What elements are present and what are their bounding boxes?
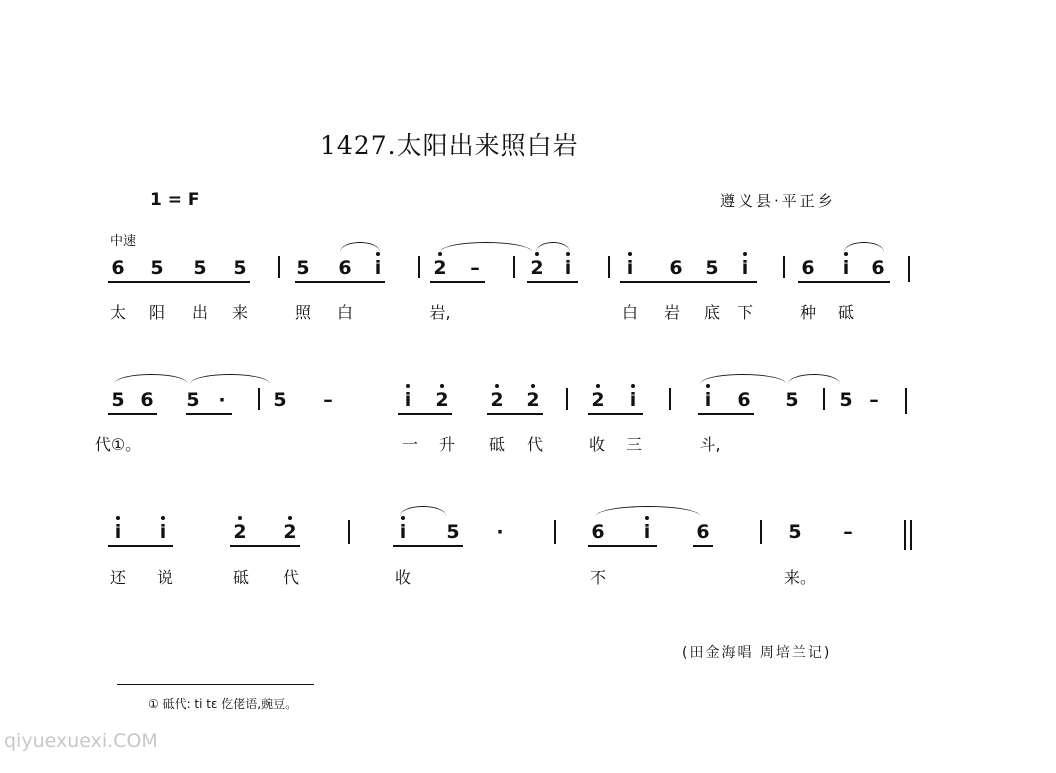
lyric: 收	[588, 435, 606, 454]
note: 2	[490, 389, 504, 411]
note: 5	[186, 389, 200, 411]
underline	[588, 545, 657, 547]
octave-dot	[628, 252, 632, 256]
underline	[620, 281, 757, 283]
octave-dot	[406, 384, 410, 388]
note: 2	[526, 389, 540, 411]
lyric: 升	[438, 435, 456, 454]
octave-dot	[531, 384, 535, 388]
note: 5	[296, 257, 310, 279]
octave-dot	[161, 516, 165, 520]
note: 2	[233, 521, 247, 543]
slur	[190, 374, 270, 384]
underline	[108, 281, 250, 283]
octave-dot	[596, 384, 600, 388]
note: i	[399, 521, 407, 543]
footnote: ① 砥代: ti tɛ 仡佬语,豌豆。	[148, 697, 298, 711]
underline	[108, 545, 173, 547]
lyric: 还	[109, 568, 127, 587]
octave-dot	[438, 252, 442, 256]
barline	[418, 256, 420, 278]
note: i	[114, 521, 122, 543]
note: 5	[193, 257, 207, 279]
note: –	[323, 389, 333, 411]
lyric: 白	[621, 303, 639, 322]
lyric: 砥	[488, 435, 506, 454]
song-title: 1427.太阳出来照白岩	[320, 131, 579, 160]
note: –	[869, 389, 879, 411]
lyric: 斗,	[699, 435, 721, 454]
lyric: 岩	[663, 303, 681, 322]
octave-dot	[495, 384, 499, 388]
lyric: 一	[401, 435, 419, 454]
underline	[487, 413, 543, 415]
octave-dot	[566, 252, 570, 256]
barline	[608, 256, 610, 278]
note: 5	[788, 521, 802, 543]
lyric: 岩,	[429, 303, 451, 322]
octave-dot	[706, 384, 710, 388]
note: i	[626, 257, 634, 279]
lyric: 三	[625, 435, 643, 454]
barline	[904, 520, 906, 550]
note: ·	[218, 389, 226, 411]
slur	[596, 506, 700, 516]
note: 5	[446, 521, 460, 543]
note: 6	[871, 257, 885, 279]
lyric: 种	[799, 303, 817, 322]
slur	[340, 242, 380, 252]
credit: (田金海唱 周培兰记)	[682, 645, 832, 661]
note: 6	[591, 521, 605, 543]
barline	[908, 256, 910, 282]
note: 5	[111, 389, 125, 411]
underline	[693, 545, 713, 547]
lyric: 砥	[837, 303, 855, 322]
slur	[440, 242, 532, 252]
underline	[186, 413, 232, 415]
underline	[393, 545, 463, 547]
note: 5	[150, 257, 164, 279]
lyric: 底	[703, 303, 721, 322]
note: 6	[140, 389, 154, 411]
note: 2	[435, 389, 449, 411]
note: 5	[839, 389, 853, 411]
slur	[700, 374, 786, 384]
underline	[230, 545, 300, 547]
note: 2	[433, 257, 447, 279]
note: 2	[591, 389, 605, 411]
note: i	[643, 521, 651, 543]
underline	[295, 281, 385, 283]
slur	[788, 374, 840, 384]
note: 6	[696, 521, 710, 543]
octave-dot	[743, 252, 747, 256]
watermark: qiyuexuexi.COM	[4, 730, 158, 752]
note: 5	[705, 257, 719, 279]
barline	[760, 520, 762, 544]
note: 6	[338, 257, 352, 279]
octave-dot	[645, 516, 649, 520]
barline	[513, 256, 515, 278]
note: 6	[669, 257, 683, 279]
note: i	[629, 389, 637, 411]
octave-dot	[631, 384, 635, 388]
octave-dot	[238, 516, 242, 520]
note: –	[470, 257, 480, 279]
lyric: 白	[336, 303, 354, 322]
octave-dot	[535, 252, 539, 256]
lyric: 代	[526, 435, 544, 454]
note: 5	[233, 257, 247, 279]
octave-dot	[288, 516, 292, 520]
lyric: 不	[589, 568, 607, 587]
lyric: 代①。	[94, 435, 142, 454]
note: i	[374, 257, 382, 279]
octave-dot	[376, 252, 380, 256]
note: ·	[496, 521, 504, 543]
underline	[398, 413, 452, 415]
barline	[566, 388, 568, 410]
lyric: 出	[191, 303, 209, 322]
note: i	[741, 257, 749, 279]
barline	[669, 388, 671, 410]
note: i	[704, 389, 712, 411]
barline	[278, 256, 280, 278]
note: i	[404, 389, 412, 411]
lyric: 收	[394, 568, 412, 587]
lyric: 代	[282, 568, 300, 587]
barline	[823, 388, 825, 410]
note: 2	[283, 521, 297, 543]
barline	[783, 256, 785, 278]
lyric: 照	[294, 303, 312, 322]
note: 5	[785, 389, 799, 411]
slur	[844, 242, 884, 252]
note: –	[843, 521, 853, 543]
note: i	[564, 257, 572, 279]
barline	[258, 388, 260, 410]
octave-dot	[401, 516, 405, 520]
lyric: 来。	[783, 568, 817, 587]
underline	[430, 281, 485, 283]
lyric: 下	[736, 303, 754, 322]
lyric: 砥	[232, 568, 250, 587]
lyric: 来	[231, 303, 249, 322]
underline	[588, 413, 643, 415]
note: 6	[111, 257, 125, 279]
underline	[108, 413, 157, 415]
note: i	[159, 521, 167, 543]
lyric: 阳	[148, 303, 166, 322]
tempo-marking: 中速	[110, 234, 137, 249]
slur	[114, 374, 188, 384]
underline	[527, 281, 578, 283]
note: i	[842, 257, 850, 279]
location: 遵义县·平正乡	[720, 192, 836, 210]
barline	[348, 520, 350, 544]
barline	[910, 520, 912, 550]
key-signature: 1 = F	[150, 190, 200, 210]
underline	[698, 413, 754, 415]
footnote-divider	[117, 684, 314, 685]
note: 5	[273, 389, 287, 411]
barline	[554, 520, 556, 544]
lyric: 说	[156, 568, 174, 587]
slur	[536, 242, 570, 252]
octave-dot	[844, 252, 848, 256]
slur	[400, 506, 446, 516]
octave-dot	[116, 516, 120, 520]
note: 2	[530, 257, 544, 279]
octave-dot	[440, 384, 444, 388]
note: 6	[737, 389, 751, 411]
note: 6	[801, 257, 815, 279]
lyric: 太	[109, 303, 127, 322]
underline	[798, 281, 890, 283]
barline	[905, 388, 907, 414]
